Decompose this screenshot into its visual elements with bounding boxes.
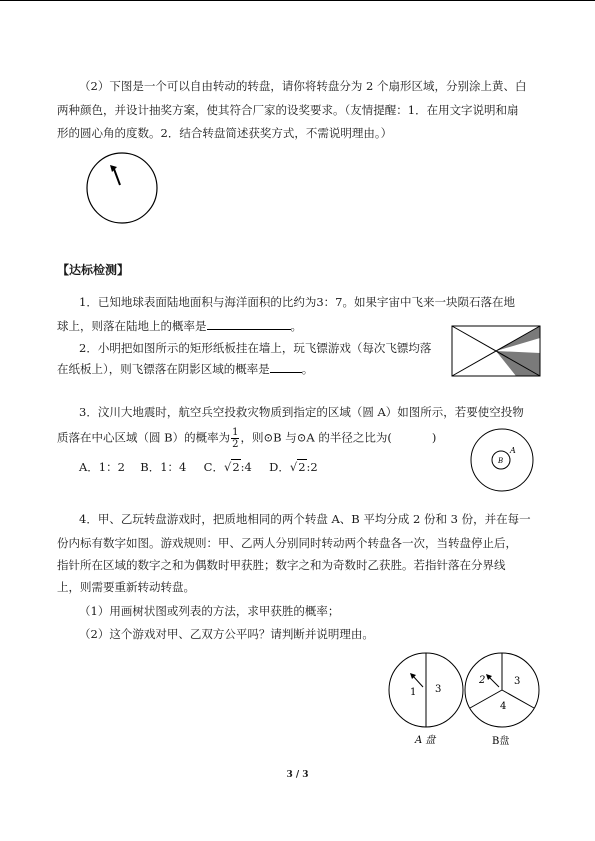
- q4-sub1: （1）用画树状图或列表的方法，求甲获胜的概率；: [79, 604, 340, 618]
- disk-b-number-4: 4: [500, 701, 507, 712]
- section-title: 【达标检测】: [57, 263, 130, 277]
- q2-line2-text: 在纸板上），则飞镖落在阴影区域的概率是: [57, 362, 270, 376]
- q1-line2-text: 球上，则落在陆地上的概率是: [57, 319, 207, 333]
- q4-sub2: （2）这个游戏对甲、乙双方公平吗？请判断并说明理由。: [79, 627, 374, 641]
- option-d-label: D．: [269, 460, 290, 474]
- option-c-label: C．: [203, 460, 224, 474]
- disk-b-number-3: 3: [514, 676, 521, 687]
- q3-line2-pre: 质落在中心区域（圆 B）的概率为: [57, 430, 231, 445]
- part2-line3: 形的圆心角的度数。2．结合转盘简述获奖方式，不需说明理由。）: [57, 126, 393, 140]
- fraction-denominator: 2: [232, 439, 239, 450]
- option-c: [204, 460, 252, 474]
- q3-line2-close: ): [431, 430, 437, 445]
- disk-a-pointer: [413, 676, 423, 687]
- page-number: 3 / 3: [286, 770, 309, 780]
- q2-answer-blank: [270, 360, 302, 373]
- q4-line3: 指针所在区域的数字之和为偶数时甲获胜；数字之和为奇数时乙获胜。若指针落在分界线: [57, 558, 506, 572]
- dartboard-figure: [451, 325, 541, 377]
- part2-line1: （2）下图是一个可以自由转动的转盘，请你将转盘分为 2 个扇形区域，分别涂上黄、白: [79, 79, 527, 93]
- option-b: B．1：4: [140, 460, 187, 474]
- q1-answer-blank: [207, 317, 291, 330]
- q2-line2: [57, 360, 313, 377]
- disk-b-pointer: [489, 677, 499, 687]
- disk-a-caption: A 盘: [415, 735, 436, 746]
- spinner-b-figure: [464, 652, 542, 748]
- radicand: 2: [298, 460, 306, 474]
- q4-line4: 上，则需要重新转动转盘。: [57, 580, 195, 594]
- q1-line2-end: 。: [290, 319, 302, 333]
- spinner-a-figure: [387, 652, 465, 748]
- label-a: A: [510, 446, 516, 455]
- q4-line1: 4．甲、乙玩转盘游戏时，把质地相同的两个转盘 A、B 平均分成 2 份和 3 份，并在每一: [79, 512, 531, 526]
- q1-line1: 1．已知地球表面陆地面积与海洋面积的比约为3：7。如果宇宙中飞来一块陨石落在地: [79, 295, 515, 309]
- q2-line1: 2．小明把如图所示的矩形纸板挂在墙上，玩飞镖游戏（每次飞镖均落: [79, 341, 432, 355]
- option-a: A．1：2: [79, 460, 125, 474]
- q3-fraction: [231, 427, 239, 450]
- disk-b-caption: B盘: [492, 736, 510, 747]
- spinner-pointer: [114, 169, 120, 185]
- q3-line1: 3．汶川大地震时，航空兵空投救灾物质到指定的区域（圆 A）如图所示，若要使空投物: [79, 405, 524, 419]
- spinner-circle: [87, 153, 157, 223]
- part2-line2: 两种颜色，并设计抽奖方案，使其符合厂家的设奖要求。（友情提醒：1．在用文字说明和扇: [57, 103, 519, 117]
- option-d: [269, 460, 318, 474]
- sqrt-symbol: √2: [289, 460, 306, 474]
- disk-b-divider-right: [502, 690, 534, 708]
- q1-line2: [57, 317, 302, 334]
- disk-a-number-1: 1: [410, 687, 417, 698]
- q2-line2-end: 。: [301, 362, 314, 376]
- q3-line2-post: ，则⊙B 与⊙A 的半径之比为(: [240, 430, 392, 445]
- q3-line2: [57, 427, 436, 450]
- top-border: [0, 0, 595, 1]
- disk-b-divider-left: [470, 690, 502, 708]
- q3-options: [79, 459, 318, 475]
- fraction-numerator: 1: [232, 427, 239, 438]
- disk-a-number-3: 3: [435, 684, 442, 695]
- disk-b-number-2: 2: [479, 675, 486, 686]
- spinner-figure: [86, 150, 160, 226]
- spinner-pointer-head: [110, 165, 117, 172]
- target-circles-figure: [470, 428, 534, 492]
- option-d-tail: :2: [306, 460, 318, 474]
- radicand: 2: [232, 460, 240, 474]
- option-c-tail: :4: [240, 460, 252, 474]
- q4-line2: 份内标有数字如图。游戏规则：甲、乙两人分别同时转动两个转盘各一次，当转盘停止后，: [57, 536, 517, 550]
- label-b: B: [498, 457, 504, 465]
- sqrt-symbol: √2: [223, 460, 240, 474]
